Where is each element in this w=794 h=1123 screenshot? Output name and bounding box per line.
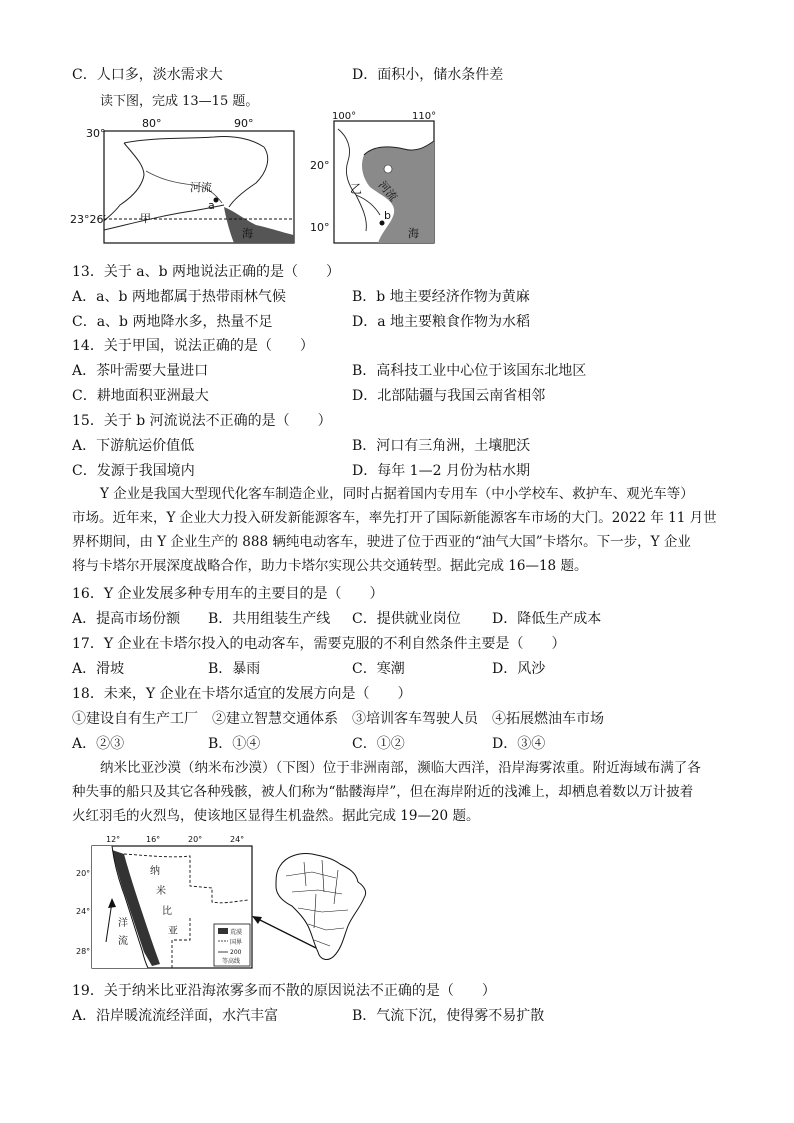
q15-stem: 15．关于 b 河流说法不正确的是（ ） bbox=[72, 413, 332, 429]
intro-13-15: 读下图，完成 13—15 题。 bbox=[100, 94, 259, 109]
q19-option-b: B．气流下沉，使得雾不易扩散 bbox=[352, 1008, 545, 1024]
q15-option-c: C．发源于我国境内 bbox=[72, 463, 195, 479]
q14-option-d: D．北部陆疆与我国云南省相邻 bbox=[352, 388, 546, 404]
q17-stem: 17．Y 企业在卡塔尔投入的电动客车，需要克服的不利自然条件主要是（ ） bbox=[72, 636, 566, 652]
q17-option-b: B．暴雨 bbox=[208, 661, 261, 677]
q13-stem: 13．关于 a、b 两地说法正确的是（ ） bbox=[72, 264, 341, 280]
q16-option-d: D．降低生产成本 bbox=[492, 611, 602, 627]
country-yi-label: 乙 bbox=[350, 182, 363, 196]
q15-option-b: B．河口有三角洲，土壤肥沃 bbox=[352, 438, 531, 454]
q13-option-a: A．a、b 两地都属于热带雨林气候 bbox=[72, 289, 286, 305]
lon-110: 110° bbox=[412, 111, 437, 122]
q13-option-c: C．a、b 两地降水多，热量不足 bbox=[72, 314, 273, 330]
sea-label-2: 海 bbox=[408, 227, 419, 240]
passage-16-18-line4: 将与卡塔尔开展深度战略合作，助力卡塔尔实现公共交通转型。据此完成 16—18 题。 bbox=[72, 558, 588, 574]
country-char-3: 比 bbox=[162, 906, 172, 917]
country-char-2: 米 bbox=[156, 886, 166, 897]
map-indochina bbox=[308, 111, 438, 250]
passage-19-20 bbox=[72, 756, 724, 828]
q17-option-a: A．滑坡 bbox=[72, 661, 125, 677]
q14-stem: 14．关于甲国，说法正确的是（ ） bbox=[72, 338, 314, 354]
current-char-2: 流 bbox=[118, 936, 128, 947]
river-label-1: 河流 bbox=[190, 181, 212, 194]
lat-10: 10° bbox=[310, 221, 330, 234]
lon-16: 16° bbox=[146, 835, 161, 844]
lon-12: 12° bbox=[106, 835, 121, 844]
q15-option-d: D．每年 1—2 月份为枯水期 bbox=[352, 463, 530, 479]
lon-24: 24° bbox=[230, 835, 245, 844]
q18-items: ①建设自有生产工厂 ②建立智慧交通体系 ③培训客车驾驶人员 ④拓展燃油车市场 bbox=[72, 711, 604, 727]
map-namibia bbox=[72, 832, 372, 972]
q13-option-d: D．a 地主要粮食作物为水稻 bbox=[352, 314, 531, 330]
q19-stem: 19．关于纳米比亚沿海浓雾多而不散的原因说法不正确的是（ ） bbox=[72, 983, 496, 999]
q18-option-d: D．③④ bbox=[492, 736, 546, 752]
q14-option-c: C．耕地面积亚洲最大 bbox=[72, 388, 209, 404]
q12-option-c: C．人口多，淡水需求大 bbox=[72, 67, 223, 83]
lat-tropic: 23°26′ bbox=[70, 213, 106, 226]
q18-option-a: A．②③ bbox=[72, 736, 125, 752]
lon-20: 20° bbox=[188, 835, 203, 844]
passage-19-20-line2: 种失事的船只及其它各种残骸，被人们称为“骷髅海岸”，但在海岸附近的浅滩上，却栖息着数以万计披着 bbox=[72, 784, 694, 800]
q16-option-b: B．共用组装生产线 bbox=[208, 611, 331, 627]
legend-desert: 荒漠 bbox=[230, 929, 243, 936]
passage-16-18-line2: 市场。近年来，Y 企业大力投入研发新能源客车，率先打开了国际新能源客车市场的大门。2022 年 11 月世 bbox=[72, 510, 717, 526]
legend-200: 200 bbox=[230, 949, 242, 956]
country-jia-label: 甲 bbox=[140, 212, 151, 225]
legend-border: 国界 bbox=[230, 939, 243, 946]
q14-option-a: A．茶叶需要大量进口 bbox=[72, 363, 209, 379]
q14-option-b: B．高科技工业中心位于该国东北地区 bbox=[352, 363, 587, 379]
q18-option-c: C．①② bbox=[352, 736, 405, 752]
lon-90: 90° bbox=[234, 117, 254, 130]
current-char-1: 洋 bbox=[118, 918, 128, 929]
q18-option-b: B．①④ bbox=[208, 736, 261, 752]
lat-30: 30° bbox=[86, 127, 106, 140]
country-char-1: 纳 bbox=[150, 866, 160, 877]
passage-19-20-line1: 纳米比亚沙漠（纳米布沙漠）（下图）位于非洲南部，濒临大西洋，沿岸海雾浓重。附近海域布满了各 bbox=[100, 760, 701, 776]
africa-outline bbox=[276, 854, 366, 960]
q16-option-a: A．提高市场份额 bbox=[72, 611, 181, 627]
passage-16-18 bbox=[72, 482, 724, 578]
q17-option-c: C．寒潮 bbox=[352, 661, 405, 677]
legend-contour: 等高线 bbox=[222, 958, 241, 965]
passage-19-20-line3: 火红羽毛的火烈鸟，使该地区显得生机盎然。据此完成 19—20 题。 bbox=[72, 808, 480, 824]
map-south-asia bbox=[70, 115, 314, 250]
passage-16-18-line3: 界杯期间，由 Y 企业生产的 888 辆纯电动客车，驶进了位于西亚的“油气大国”卡塔尔。下一步，Y 企业 bbox=[72, 534, 691, 550]
lat-20s: 20° bbox=[76, 869, 91, 878]
river-label-2: 河流 bbox=[375, 178, 400, 204]
lon-100: 100° bbox=[332, 111, 357, 122]
q13-option-b: B．b 地主要经济作物为黄麻 bbox=[352, 289, 530, 305]
q18-stem: 18．未来，Y 企业在卡塔尔适宜的发展方向是（ ） bbox=[72, 686, 412, 702]
lat-20: 20° bbox=[310, 159, 330, 172]
point-a-label: a bbox=[208, 199, 215, 212]
q15-option-a: A．下游航运价值低 bbox=[72, 438, 195, 454]
lat-24s: 24° bbox=[76, 907, 91, 916]
q19-option-a: A．沿岸暖流流经洋面，水汽丰富 bbox=[72, 1008, 279, 1024]
sea-label-1: 海 bbox=[242, 227, 253, 240]
passage-16-18-line1: Y 企业是我国大型现代化客车制造企业，同时占据着国内专用车（中小学校车、救护车、观光车等） bbox=[100, 486, 694, 502]
lat-28s: 28° bbox=[76, 947, 91, 956]
country-char-4: 亚 bbox=[168, 926, 178, 937]
q16-stem: 16．Y 企业发展多种专用车的主要目的是（ ） bbox=[72, 586, 384, 602]
q17-option-d: D．风沙 bbox=[492, 661, 546, 677]
lon-80: 80° bbox=[142, 117, 162, 130]
q12-option-d: D．面积小，储水条件差 bbox=[352, 67, 504, 83]
q16-option-c: C．提供就业岗位 bbox=[352, 611, 461, 627]
point-b-label: b bbox=[384, 209, 391, 222]
